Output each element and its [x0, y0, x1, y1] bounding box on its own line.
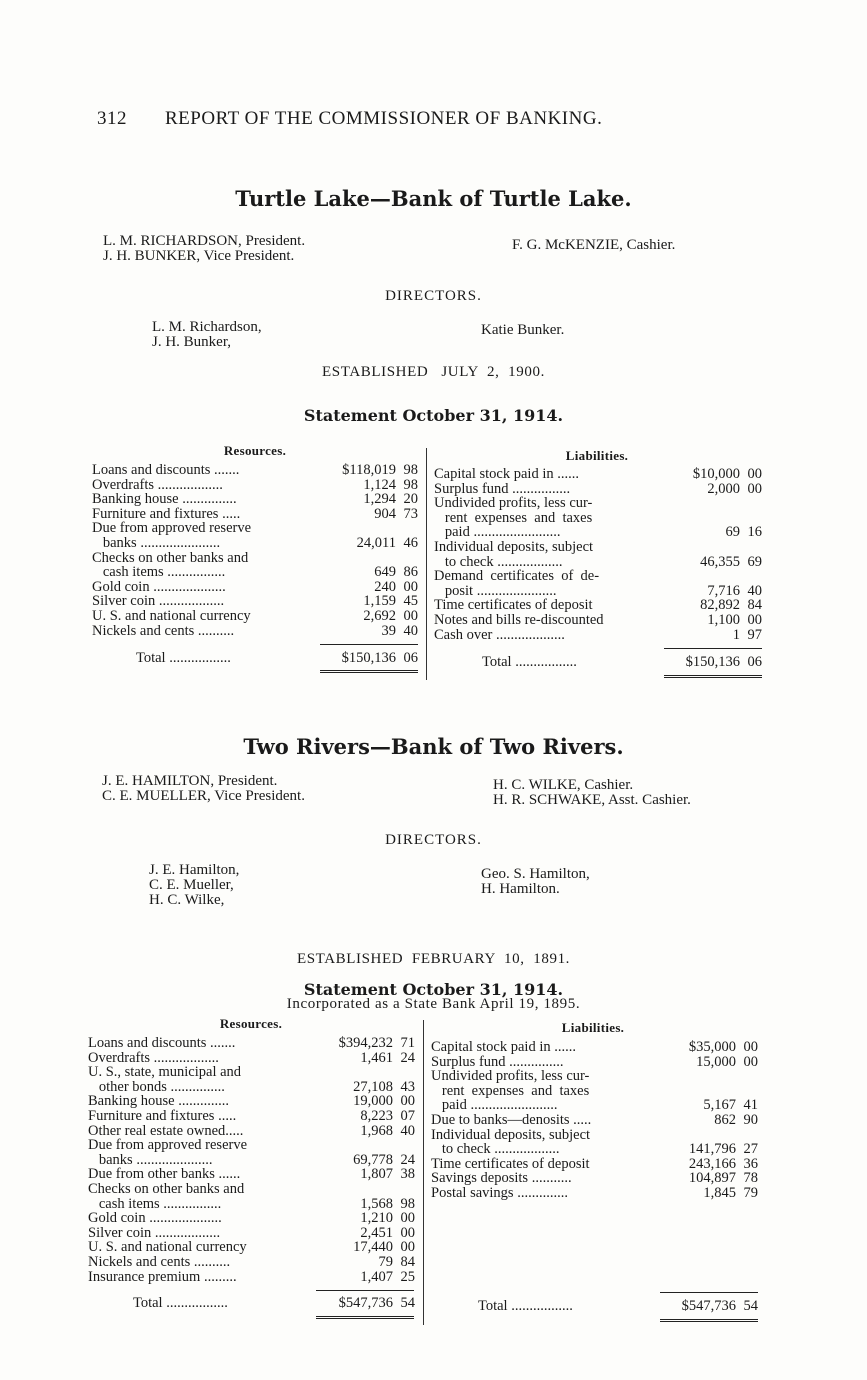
sum-rule: [316, 1290, 414, 1291]
ledger-label: Postal savings ..............: [431, 1185, 568, 1201]
ledger-dollars: 1,968: [360, 1122, 393, 1139]
ledger-dollars: 19,000: [353, 1093, 393, 1110]
ledger-row: [434, 584, 762, 599]
resources-table: [88, 1036, 415, 1284]
ledger-cents: 00: [747, 611, 762, 628]
ledger-dollars: 1,568: [360, 1195, 393, 1212]
ledger-row: [434, 569, 762, 584]
ledger-cents: [740, 496, 762, 511]
established: ESTABLISHED FEBRUARY 10, 1891. Incorporated as a State Bank April 19, 1895.: [286, 951, 581, 1012]
ledger-cents: 41: [743, 1097, 758, 1114]
ledger-cents: 25: [400, 1268, 415, 1285]
ledger-label: rent expenses and taxes: [431, 1083, 590, 1099]
ledger-row: [88, 1197, 415, 1212]
ledger-label: Loans and discounts .......: [88, 1036, 236, 1051]
ledger-dollars: 79: [378, 1253, 393, 1270]
ledger-cents: [740, 511, 762, 526]
ledger-dollars: 8,223: [360, 1107, 393, 1124]
ledger-cents: 00: [400, 1210, 415, 1227]
ledger-cents: 24: [400, 1049, 415, 1066]
column-divider: [426, 448, 427, 680]
ledger-dollars: 5,167: [703, 1097, 736, 1114]
ledger-dollars: 27,108: [353, 1078, 393, 1095]
ledger-cents: 00: [400, 1224, 415, 1241]
ledger-cents: [740, 540, 762, 555]
ledger-dollars: 2,451: [360, 1224, 393, 1241]
ledger-label: Overdrafts ..................: [92, 477, 223, 493]
statement-heading: Statement October 31, 1914.: [303, 406, 564, 425]
ledger-label: Other real estate owned.....: [88, 1123, 244, 1139]
director: L. M. Richardson,: [152, 319, 262, 335]
sum-rule: [660, 1292, 758, 1293]
ledger-label: Silver coin ..................: [92, 594, 225, 609]
ledger-label: paid ........................: [434, 525, 561, 540]
ledger-dollars: 1,461: [360, 1049, 393, 1066]
ledger-row: [92, 478, 418, 493]
ledger-row: [92, 507, 418, 522]
ledger-cents: 84: [400, 1253, 415, 1270]
ledger-dollars: 69: [725, 524, 740, 541]
officer: F. G. McKENZIE, Cashier.: [512, 237, 676, 253]
ledger-label: Nickels and cents ..........: [88, 1254, 231, 1270]
ledger-dollars: 1,100: [707, 611, 740, 628]
resources-heading: Resources.: [219, 1016, 283, 1031]
ledger-cents: 46: [403, 534, 418, 551]
ledger-dollars: 904: [374, 505, 396, 522]
ledger-dollars: 1,124: [363, 476, 396, 493]
ledger-dollars: $118,019: [342, 462, 396, 478]
ledger-label: U. S., state, municipal and: [88, 1065, 242, 1080]
total-double-rule: [664, 675, 762, 678]
ledger-row: [92, 609, 418, 624]
ledger-cents: 00: [403, 578, 418, 595]
ledger-row: [92, 463, 418, 478]
ledger-cents: 27: [743, 1141, 758, 1158]
ledger-dollars: 1,294: [363, 491, 396, 508]
ledger-dollars: 1,159: [363, 593, 396, 610]
directors-heading: DIRECTORS.: [385, 288, 482, 304]
ledger-row: [88, 1270, 415, 1285]
officer: J. H. BUNKER, Vice President.: [103, 248, 295, 264]
ledger-dollars: 39: [381, 622, 396, 639]
ledger-row: [88, 1182, 415, 1197]
ledger-row: [92, 580, 418, 595]
ledger-cents: 84: [747, 597, 762, 614]
ledger-label: Gold coin ....................: [88, 1211, 222, 1226]
ledger-label: Gold coin ....................: [92, 579, 226, 595]
officer: J. E. HAMILTON, President.: [102, 773, 278, 789]
officer: H. R. SCHWAKE, Asst. Cashier.: [493, 792, 691, 808]
officers-right: [493, 778, 691, 808]
ledger-row: [431, 1142, 758, 1157]
sum-rule: [664, 648, 762, 649]
ledger-row: [92, 624, 418, 639]
ledger-row: [88, 1240, 415, 1255]
ledger-row: [88, 1138, 415, 1153]
ledger-label: Individual deposits, subject: [434, 539, 594, 555]
ledger-row: [434, 511, 762, 526]
ledger-label: Demand certificates of de-: [434, 569, 600, 584]
officer: C. E. MUELLER, Vice President.: [102, 788, 305, 804]
resources-total: Total ................. $150,136 06: [136, 650, 418, 666]
ledger-label: Cash over ...................: [434, 627, 565, 643]
ledger-dollars: 17,440: [353, 1239, 393, 1256]
ledger-label: Furniture and fixtures .....: [88, 1108, 237, 1124]
ledger-label: to check ..................: [434, 554, 563, 570]
ledger-row: [92, 521, 418, 536]
ledger-label: to check ..................: [431, 1142, 560, 1157]
liabilities-total: Total ................. $547,736 54: [478, 1298, 758, 1314]
ledger-label: Savings deposits ...........: [431, 1171, 572, 1186]
total-double-rule: [316, 1316, 414, 1319]
ledger-label: Insurance premium .........: [88, 1269, 237, 1285]
ledger-cents: 98: [403, 462, 418, 478]
ledger-cents: 00: [403, 607, 418, 624]
ledger-row: [431, 1186, 758, 1201]
ledger-label: Due from other banks ......: [88, 1167, 241, 1182]
ledger-row: [434, 482, 762, 497]
ledger-cents: 43: [400, 1078, 415, 1095]
resources-heading: Resources.: [223, 443, 287, 458]
ledger-cents: 38: [400, 1166, 415, 1183]
ledger-cents: [736, 1084, 758, 1099]
director: J. H. Bunker,: [152, 334, 231, 350]
ledger-row: [434, 540, 762, 555]
liabilities-total: Total ................. $150,136 06: [482, 654, 762, 670]
ledger-row: [434, 525, 762, 540]
directors-heading: DIRECTORS.: [385, 832, 482, 848]
ledger-row: [88, 1226, 415, 1241]
ledger-dollars: 240: [374, 578, 396, 595]
ledger-cents: 45: [403, 593, 418, 610]
ledger-dollars: 46,355: [700, 553, 740, 570]
established: ESTABLISHED JULY 2, 1900.: [322, 364, 545, 380]
ledger-label: Due to banks—denosits .....: [431, 1112, 592, 1128]
ledger-cents: [736, 1128, 758, 1143]
ledger-label: Due from approved reserve: [88, 1138, 248, 1153]
ledger-row: [92, 536, 418, 551]
directors-left: [149, 863, 239, 908]
ledger-label: Overdrafts ..................: [88, 1050, 219, 1066]
director: H. C. Wilke,: [149, 892, 225, 908]
ledger-row: [88, 1211, 415, 1226]
ledger-label: Banking house ..............: [88, 1094, 229, 1109]
ledger-row: [88, 1124, 415, 1139]
ledger-dollars: 2,692: [363, 607, 396, 624]
ledger-dollars: 104,897: [688, 1170, 736, 1187]
sum-rule: [320, 644, 418, 645]
ledger-dollars: 1: [732, 626, 740, 643]
ledger-label: cash items ................: [88, 1196, 222, 1212]
bank-title: Turtle Lake—Bank of Turtle Lake.: [235, 186, 632, 211]
ledger-row: [88, 1167, 415, 1182]
ledger-dollars: 1,407: [360, 1268, 393, 1285]
ledger-label: Loans and discounts .......: [92, 463, 240, 478]
ledger-cents: 71: [400, 1035, 415, 1051]
ledger-row: [431, 1055, 758, 1070]
ledger-label: Nickels and cents ..........: [92, 623, 235, 639]
director: Geo. S. Hamilton,: [481, 866, 590, 882]
ledger-cents: 98: [400, 1195, 415, 1212]
liabilities-table: [434, 467, 762, 642]
directors-right: [481, 323, 564, 338]
ledger-cents: 00: [747, 466, 762, 482]
ledger-label: Individual deposits, subject: [431, 1127, 591, 1143]
ledger-row: [88, 1051, 415, 1066]
ledger-row: [434, 467, 762, 482]
ledger-cents: 00: [400, 1239, 415, 1256]
ledger-row: [88, 1080, 415, 1095]
liabilities-table: [431, 1040, 758, 1201]
directors-left: [152, 320, 262, 350]
ledger-dollars: 649: [374, 564, 396, 581]
ledger-row: [88, 1255, 415, 1270]
officers-left: [102, 774, 305, 804]
ledger-cents: 24: [400, 1151, 415, 1168]
directors-right: [481, 867, 590, 897]
ledger-label: paid ........................: [431, 1098, 558, 1113]
ledger-row: [431, 1084, 758, 1099]
column-divider: [423, 1020, 424, 1325]
ledger-cents: [396, 521, 418, 536]
ledger-dollars: $10,000: [692, 466, 740, 482]
ledger-cents: 98: [403, 476, 418, 493]
ledger-label: Capital stock paid in ......: [431, 1040, 576, 1055]
page-header: [97, 108, 602, 130]
ledger-dollars: 15,000: [696, 1053, 736, 1070]
ledger-cents: 00: [747, 480, 762, 497]
ledger-cents: [396, 551, 418, 566]
officers-right: [512, 238, 675, 253]
ledger-label: Checks on other banks and: [88, 1181, 245, 1197]
ledger-cents: 40: [747, 582, 762, 599]
ledger-cents: 73: [403, 505, 418, 522]
officers-left: [103, 234, 305, 264]
director: J. E. Hamilton,: [149, 862, 240, 878]
officer: L. M. RICHARDSON, President.: [103, 233, 306, 249]
ledger-label: Surplus fund ................: [434, 481, 571, 497]
ledger-row: [434, 628, 762, 643]
ledger-row: [431, 1128, 758, 1143]
ledger-label: Undivided profits, less cur-: [434, 496, 593, 511]
ledger-dollars: 141,796: [688, 1141, 736, 1158]
ledger-label: Furniture and fixtures .....: [92, 506, 241, 522]
ledger-row: [431, 1113, 758, 1128]
ledger-cents: [393, 1138, 415, 1153]
ledger-row: [92, 565, 418, 580]
ledger-label: banks ......................: [92, 535, 221, 551]
ledger-label: Time certificates of deposit: [431, 1156, 590, 1172]
ledger-label: Checks on other banks and: [92, 550, 249, 566]
ledger-label: Capital stock paid in ......: [434, 467, 579, 482]
liabilities-heading: Liabilities.: [561, 1020, 625, 1035]
ledger-label: posit ......................: [434, 583, 557, 599]
director: C. E. Mueller,: [149, 877, 234, 893]
ledger-cents: 97: [747, 626, 762, 643]
ledger-dollars: 243,166: [688, 1155, 736, 1172]
ledger-cents: 79: [743, 1184, 758, 1201]
ledger-row: [434, 598, 762, 613]
ledger-label: rent expenses and taxes: [434, 510, 593, 526]
ledger-cents: 00: [743, 1039, 758, 1055]
ledger-label: Notes and bills re-discounted: [434, 612, 604, 628]
ledger-label: Time certificates of deposit: [434, 598, 593, 613]
ledger-dollars: 7,716: [707, 582, 740, 599]
ledger-label: cash items ................: [92, 565, 226, 580]
total-double-rule: [320, 670, 418, 673]
ledger-row: [92, 551, 418, 566]
ledger-dollars: 1,210: [360, 1210, 393, 1227]
ledger-dollars: 2,000: [707, 480, 740, 497]
director: H. Hamilton.: [481, 881, 560, 897]
ledger-dollars: $35,000: [688, 1039, 736, 1055]
ledger-label: U. S. and national currency: [92, 608, 251, 624]
director: Katie Bunker.: [481, 322, 565, 338]
total-double-rule: [660, 1319, 758, 1322]
ledger-cents: 69: [747, 553, 762, 570]
ledger-cents: 40: [403, 622, 418, 639]
ledger-row: [434, 555, 762, 570]
ledger-dollars: 1,807: [360, 1166, 393, 1183]
ledger-label: U. S. and national currency: [88, 1240, 247, 1255]
page-number: 312: [97, 108, 127, 129]
ledger-cents: [393, 1065, 415, 1080]
ledger-cents: 90: [743, 1111, 758, 1128]
ledger-dollars: 82,892: [700, 597, 740, 614]
ledger-cents: 00: [400, 1093, 415, 1110]
ledger-cents: 16: [747, 524, 762, 541]
statement-heading: Statement October 31, 1914.: [303, 980, 564, 999]
ledger-dollars: 862: [714, 1111, 736, 1128]
ledger-label: Silver coin ..................: [88, 1225, 221, 1241]
ledger-row: [431, 1157, 758, 1172]
ledger-cents: [736, 1069, 758, 1084]
ledger-dollars: 1,845: [703, 1184, 736, 1201]
ledger-label: Surplus fund ...............: [431, 1054, 564, 1070]
ledger-row: [92, 594, 418, 609]
ledger-row: [88, 1153, 415, 1168]
ledger-label: other bonds ...............: [88, 1079, 225, 1095]
report-title: REPORT OF THE COMMISSIONER OF BANKING.: [165, 108, 603, 129]
ledger-cents: 86: [403, 564, 418, 581]
ledger-dollars: 24,011: [356, 534, 396, 551]
ledger-cents: 07: [400, 1107, 415, 1124]
liabilities-heading: Liabilities.: [565, 448, 629, 463]
ledger-row: [431, 1098, 758, 1113]
ledger-cents: 20: [403, 491, 418, 508]
ledger-row: [431, 1171, 758, 1186]
resources-total: Total ................. $547,736 54: [133, 1295, 415, 1311]
bank-title: Two Rivers—Bank of Two Rivers.: [243, 734, 624, 759]
ledger-row: [88, 1109, 415, 1124]
ledger-row: [88, 1036, 415, 1051]
ledger-label: Banking house ...............: [92, 492, 237, 507]
ledger-label: Due from approved reserve: [92, 521, 252, 536]
ledger-row: [434, 613, 762, 628]
ledger-cents: 40: [400, 1122, 415, 1139]
ledger-row: [434, 496, 762, 511]
ledger-cents: 78: [743, 1170, 758, 1187]
ledger-row: [88, 1065, 415, 1080]
ledger-row: [431, 1040, 758, 1055]
ledger-cents: [740, 569, 762, 584]
ledger-label: Undivided profits, less cur-: [431, 1069, 590, 1084]
resources-table: [92, 463, 418, 638]
ledger-label: banks .....................: [88, 1152, 213, 1168]
ledger-row: [431, 1069, 758, 1084]
ledger-row: [88, 1094, 415, 1109]
ledger-dollars: 69,778: [353, 1151, 393, 1168]
officer: H. C. WILKE, Cashier.: [493, 777, 634, 793]
ledger-cents: 36: [743, 1155, 758, 1172]
ledger-row: [92, 492, 418, 507]
ledger-cents: [393, 1182, 415, 1197]
ledger-cents: 00: [743, 1053, 758, 1070]
ledger-dollars: $394,232: [338, 1035, 393, 1051]
